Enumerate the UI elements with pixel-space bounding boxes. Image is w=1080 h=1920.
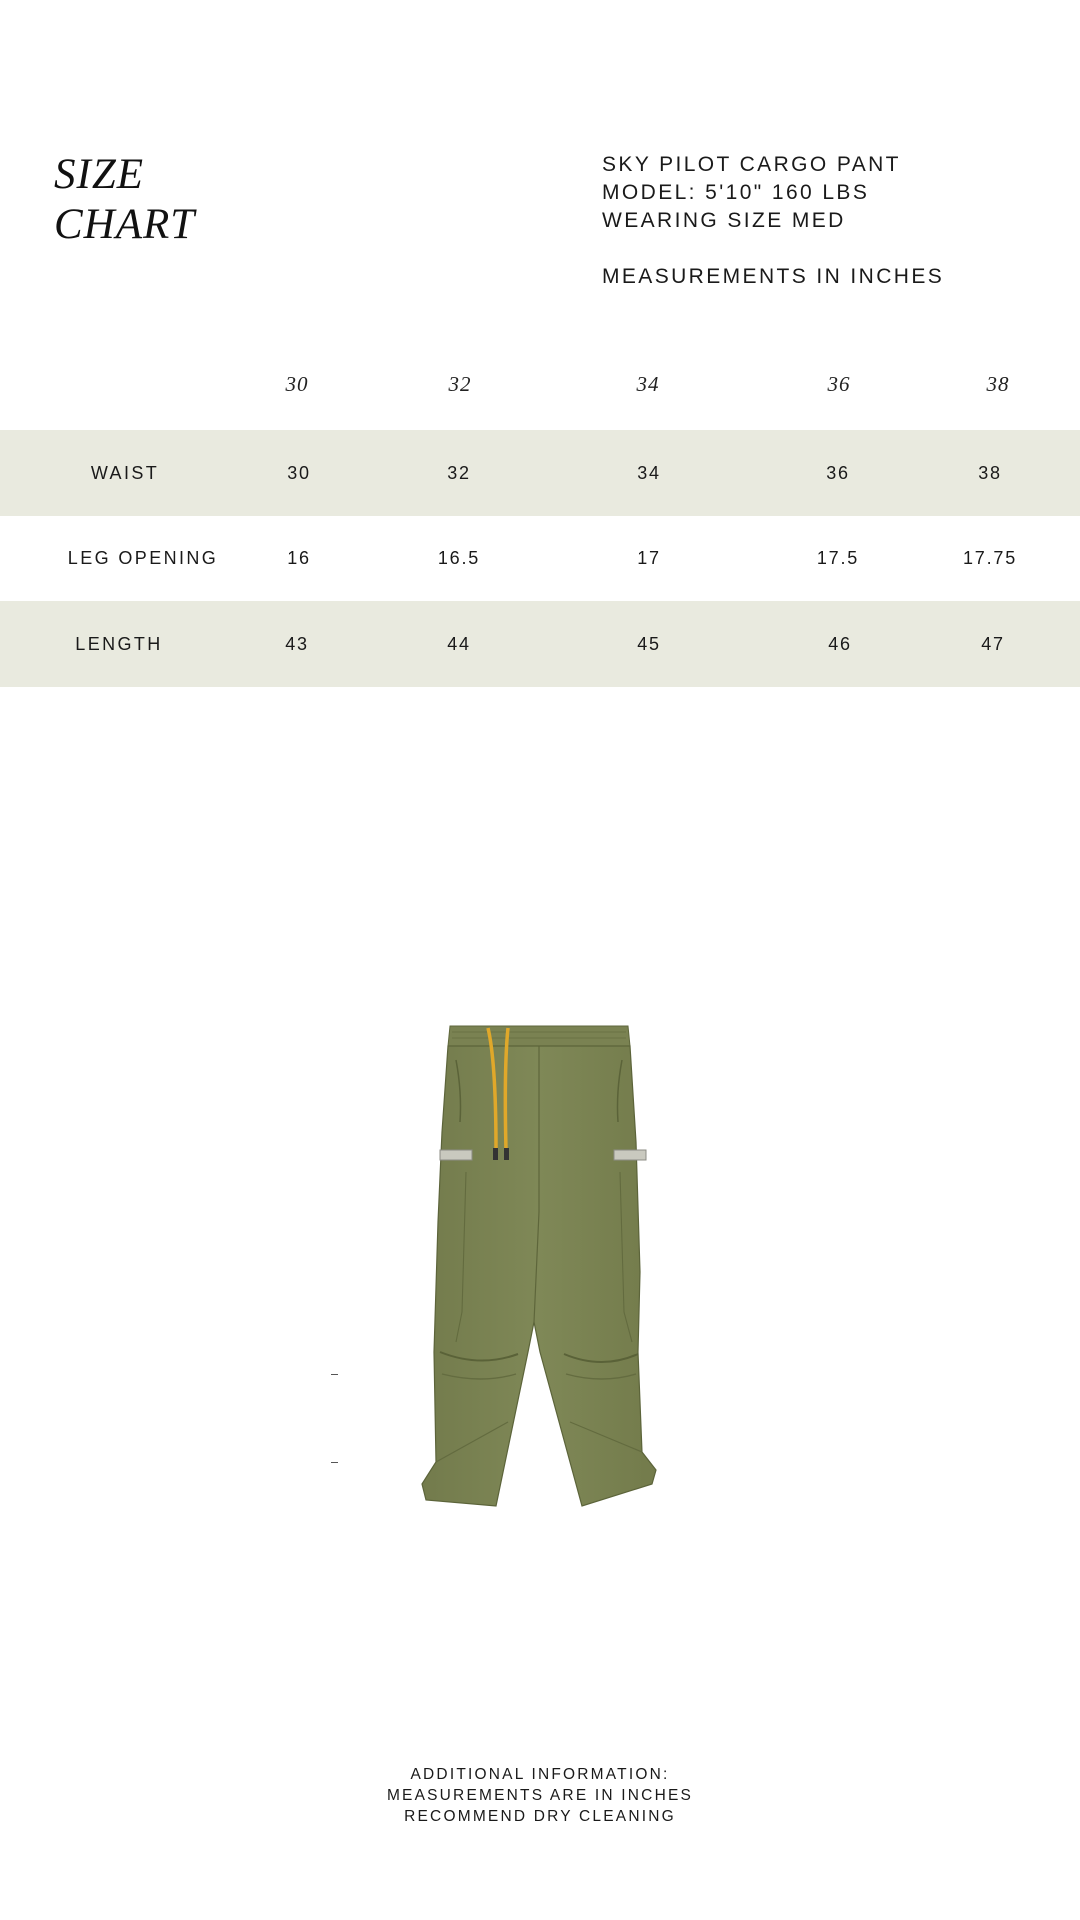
table-cell: 30 [287,462,311,483]
size-header-36: 36 [827,372,851,396]
cargo-pant-image [392,1022,688,1510]
table-cell: 17 [637,547,661,568]
info-spacer [602,235,944,263]
row-label-waist: WAIST [90,462,160,483]
size-header-38: 38 [986,372,1010,396]
size-header-30: 30 [285,372,309,396]
table-row-waist [0,430,1080,516]
table-cell: 17.75 [962,547,1018,568]
model-info: MODEL: 5'10" 160 LBS [602,181,870,204]
footer-line-1: ADDITIONAL INFORMATION: [410,1766,670,1783]
table-cell: 36 [826,462,850,483]
table-cell: 17.5 [816,547,860,568]
row-label-length: LENGTH [75,633,163,654]
table-cell: 47 [981,633,1005,654]
table-cell: 32 [447,462,471,483]
title-line-1: SIZE [54,151,144,198]
table-cell: 38 [978,462,1002,483]
table-cell: 45 [637,633,661,654]
footer-line-3: RECOMMEND DRY CLEANING [404,1808,676,1825]
title-line-2: CHART [54,201,196,248]
size-header-row [0,372,1080,402]
table-cell: 46 [828,633,852,654]
measure-tick-mark [331,1374,338,1375]
units-note: MEASUREMENTS IN INCHES [602,265,945,288]
additional-info [0,1764,1080,1827]
table-row-leg-opening [0,515,1080,601]
product-name: SKY PILOT CARGO PANT [602,153,901,176]
table-cell: 43 [285,633,309,654]
table-cell: 34 [637,462,661,483]
wearing-size: WEARING SIZE MED [602,209,846,232]
measure-tick-mark [331,1462,338,1463]
table-cell: 16 [287,547,311,568]
table-cell: 16.5 [437,547,481,568]
table-row-length [0,601,1080,687]
product-info [602,151,944,291]
footer-line-2: MEASUREMENTS ARE IN INCHES [386,1787,694,1804]
size-header-34: 34 [636,372,660,396]
size-header-32: 32 [448,372,472,396]
table-cell: 44 [447,633,471,654]
page-title [54,150,195,250]
row-label-leg-opening: LEG OPENING [67,547,219,568]
